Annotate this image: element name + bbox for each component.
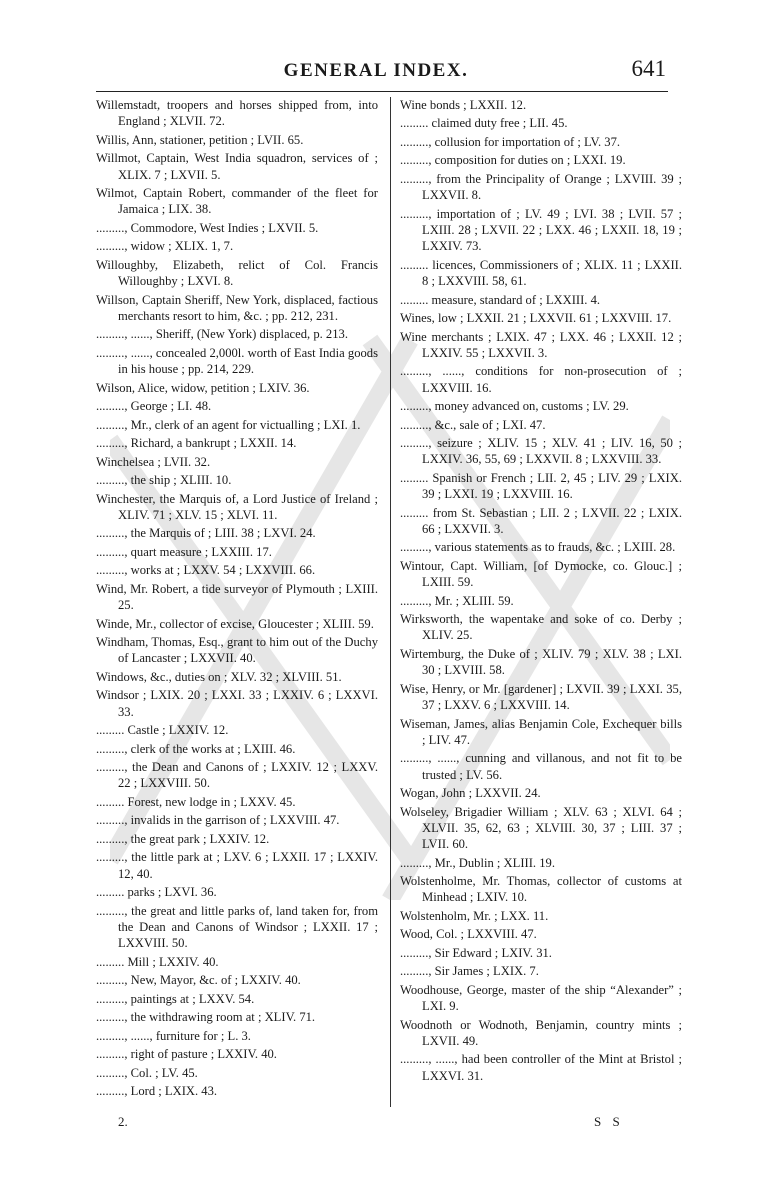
page-number: 641	[631, 56, 666, 81]
page-title: GENERAL INDEX.	[283, 60, 469, 81]
index-entry: Windham, Thomas, Esq., grant to him out of the Duchy of Lancaster ; LXXVII. 40.	[96, 635, 378, 666]
index-entry: Winchester, the Marquis of, a Lord Justice of Ireland ; XLIV. 71 ; XLV. 15 ; XLVI. 11.	[96, 491, 378, 522]
right-index-column	[400, 97, 682, 1086]
index-entry: ........., invalids in the garrison of ; LXXVIII. 47.	[96, 813, 340, 828]
index-entry: ........., paintings at ; LXXV. 54.	[96, 991, 255, 1006]
index-entry: ........., quart measure ; LXXIII. 17.	[96, 544, 272, 559]
index-entry: ......... from St. Sebastian ; LII. 2 ; LXVII. 22 ; LXIX. 66 ; LXXVII. 3.	[400, 505, 682, 536]
index-entry: ........., the Dean and Canons of ; LXXIV. 12 ; LXXV. 22 ; LXXVIII. 50.	[96, 760, 378, 791]
index-entry: ........., right of pasture ; LXXIV. 40.	[96, 1047, 277, 1062]
index-entry: ......... measure, standard of ; LXXIII. 4.	[400, 292, 601, 307]
index-entry: ........., money advanced on, customs ; LV. 29.	[400, 399, 629, 414]
index-entry: ........., the ship ; XLIII. 10.	[96, 473, 232, 488]
index-entry: ........., Sir James ; LXIX. 7.	[400, 964, 539, 979]
index-entry: Wood, Col. ; LXXVIII. 47.	[400, 927, 537, 942]
index-entry: Willson, Captain Sheriff, New York, displaced, factious merchants resort to him, &c. ; pp. 212, 231.	[96, 292, 378, 323]
index-entry: ........., various statements as to frauds, &c. ; LXIII. 28.	[400, 540, 676, 555]
index-entry: Winchelsea ; LVII. 32.	[96, 454, 211, 469]
index-entry: Willoughby, Elizabeth, relict of Col. Francis Willoughby ; LXVI. 8.	[96, 257, 378, 289]
index-entry: ........., George ; LI. 48.	[96, 399, 212, 414]
index-entry: ......... Mill ; LXXIV. 40.	[96, 954, 219, 969]
index-entry: Wilson, Alice, widow, petition ; LXIV. 36.	[96, 380, 310, 395]
index-entry: ........., collusion for importation of ; LV. 37.	[400, 134, 621, 149]
column-divider	[390, 97, 391, 1107]
index-entry: ......... parks ; LXVI. 36.	[96, 885, 217, 900]
index-entry: ........., &c., sale of ; LXI. 47.	[400, 417, 546, 432]
index-entry: ........., ......, concealed 2,000l. worth of East India goods in his house ; pp. 214, 229.	[96, 345, 378, 377]
index-entry: Woodhouse, George, master of the ship “Alexander” ; LXI. 9.	[400, 982, 682, 1014]
page-header	[96, 56, 666, 90]
index-entry: Wirksworth, the wapentake and soke of co. Derby ; XLIV. 25.	[400, 612, 682, 643]
index-entry: ........., ......, cunning and villanous, and not fit to be trusted ; LV. 56.	[400, 751, 682, 782]
index-entry: ........., the great and little parks of, land taken for, from the Dean and Canons of Windsor ; LXXII. 17 ; LXXVIII. 50.	[96, 903, 378, 951]
index-entry: ........., Commodore, West Indies ; LXVII. 5.	[96, 220, 319, 235]
index-entry: ........., works at ; LXXV. 54 ; LXXVIII. 66.	[96, 563, 316, 578]
index-entry: Windows, &c., duties on ; XLV. 32 ; XLVIII. 51.	[96, 669, 342, 684]
index-entry: ........., Richard, a bankrupt ; LXXII. 14.	[96, 436, 297, 451]
index-entry: ........., Sir Edward ; LXIV. 31.	[400, 945, 552, 960]
header-rule	[96, 91, 668, 92]
index-entry: Winde, Mr., collector of excise, Gloucester ; XLIII. 59.	[96, 616, 374, 631]
index-entry: Willmot, Captain, West India squadron, services of ; XLIX. 7 ; LXVII. 5.	[96, 151, 378, 182]
index-entry: ......... Spanish or French ; LII. 2, 45 ; LIV. 29 ; LXIX. 39 ; LXXI. 19 ; LXXVIII. 16.	[400, 470, 682, 502]
index-entry: Wind, Mr. Robert, a tide surveyor of Plymouth ; LXIII. 25.	[96, 581, 378, 613]
index-entry: Wolseley, Brigadier William ; XLV. 63 ; XLVI. 64 ; XLVII. 35, 62, 63 ; XLVIII. 30, 37 ; LIII. 37 ; LVII. 60.	[400, 804, 682, 852]
index-entry: Wirtemburg, the Duke of ; XLIV. 79 ; XLV. 38 ; LXI. 30 ; LXVIII. 58.	[400, 646, 682, 678]
index-entry: Woodnoth or Wodnoth, Benjamin, country mints ; LXVII. 49.	[400, 1017, 682, 1048]
index-entry: ........., importation of ; LV. 49 ; LVI. 38 ; LVII. 57 ; LXIII. 28 ; LXVII. 22 ; LXX. 46 ; LXXII. 18, 19 ; LXXIV. 73.	[400, 206, 682, 254]
index-entry: Wine merchants ; LXIX. 47 ; LXX. 46 ; LXXII. 12 ; LXXIV. 55 ; LXXVII. 3.	[400, 329, 682, 360]
index-entry: ........., ......, had been controller of the Mint at Bristol ; LXXVI. 31.	[400, 1052, 682, 1083]
signature-mark: 2.	[118, 1114, 128, 1129]
index-entry: ........., seizure ; XLIV. 15 ; XLV. 41 ; LIV. 16, 50 ; LXXIV. 36, 55, 69 ; LXXVII. 8 ; LXXVIII. 33.	[400, 436, 682, 467]
index-entry: ........., Col. ; LV. 45.	[96, 1065, 198, 1080]
index-entry: ........., composition for duties on ; LXXI. 19.	[400, 153, 626, 168]
index-entry: ........., Lord ; LXIX. 43.	[96, 1084, 218, 1099]
index-entry: ........., ......, furniture for ; L. 3.	[96, 1028, 251, 1043]
index-entry: Wiseman, James, alias Benjamin Cole, Exchequer bills ; LIV. 47.	[400, 716, 682, 747]
index-entry: ........., the little park at ; LXV. 6 ; LXXII. 17 ; LXXIV. 12, 40.	[96, 850, 378, 881]
index-entry: Windsor ; LXIX. 20 ; LXXI. 33 ; LXXIV. 6 ; LXXVI. 33.	[96, 688, 378, 719]
index-entry: ......... licences, Commissioners of ; XLIX. 11 ; LXXII. 8 ; LXXVIII. 58, 61.	[400, 257, 682, 289]
index-entry: Wogan, John ; LXXVII. 24.	[400, 786, 541, 801]
index-entry: ........., the Marquis of ; LIII. 38 ; LXVI. 24.	[96, 526, 316, 541]
index-entry: Wintour, Capt. William, [of Dymocke, co. Glouc.] ; LXIII. 59.	[400, 558, 682, 590]
left-index-column	[96, 97, 378, 1102]
index-entry: ........., the withdrawing room at ; XLIV. 71.	[96, 1010, 316, 1025]
index-entry: ........., New, Mayor, &c. of ; LXXIV. 40.	[96, 973, 301, 988]
index-entry: ........., ......, conditions for non-prosecution of ; LXXVIII. 16.	[400, 364, 682, 395]
index-entry: ........., clerk of the works at ; LXIII. 46.	[96, 741, 296, 756]
index-entry: ......... claimed duty free ; LII. 45.	[400, 116, 568, 131]
index-entry: ......... Forest, new lodge in ; LXXV. 45.	[96, 794, 296, 809]
index-entry: Willemstadt, troopers and horses shipped from, into England ; XLVII. 72.	[96, 98, 378, 129]
index-entry: Wolstenholme, Mr. Thomas, collector of customs at Minhead ; LXIV. 10.	[400, 874, 682, 905]
index-entry: Willis, Ann, stationer, petition ; LVII. 65.	[96, 132, 304, 147]
index-entry: Wines, low ; LXXII. 21 ; LXXVII. 61 ; LXXVIII. 17.	[400, 311, 672, 326]
index-entry: Wolstenholm, Mr. ; LXX. 11.	[400, 908, 549, 923]
index-entry: ........., from the Principality of Orange ; LXVIII. 39 ; LXXVII. 8.	[400, 171, 682, 203]
index-entry: ........., Mr., Dublin ; XLIII. 19.	[400, 855, 555, 870]
index-entry: Wilmot, Captain Robert, commander of the fleet for Jamaica ; LIX. 38.	[96, 186, 378, 217]
index-entry: ........., the great park ; LXXIV. 12.	[96, 831, 270, 846]
index-entry: ........., Mr. ; XLIII. 59.	[400, 593, 514, 608]
index-entry: ........., ......, Sheriff, (New York) displaced, p. 213.	[96, 327, 348, 342]
sheet-mark: S S	[594, 1114, 624, 1129]
index-entry: ......... Castle ; LXXIV. 12.	[96, 723, 229, 738]
index-entry: ........., widow ; XLIX. 1, 7.	[96, 239, 234, 254]
index-entry: Wise, Henry, or Mr. [gardener] ; LXVII. 39 ; LXXI. 35, 37 ; LXXV. 6 ; LXXVIII. 14.	[400, 681, 682, 713]
index-entry: ........., Mr., clerk of an agent for victualling ; LXI. 1.	[96, 417, 361, 432]
index-entry: Wine bonds ; LXXII. 12.	[400, 98, 527, 112]
